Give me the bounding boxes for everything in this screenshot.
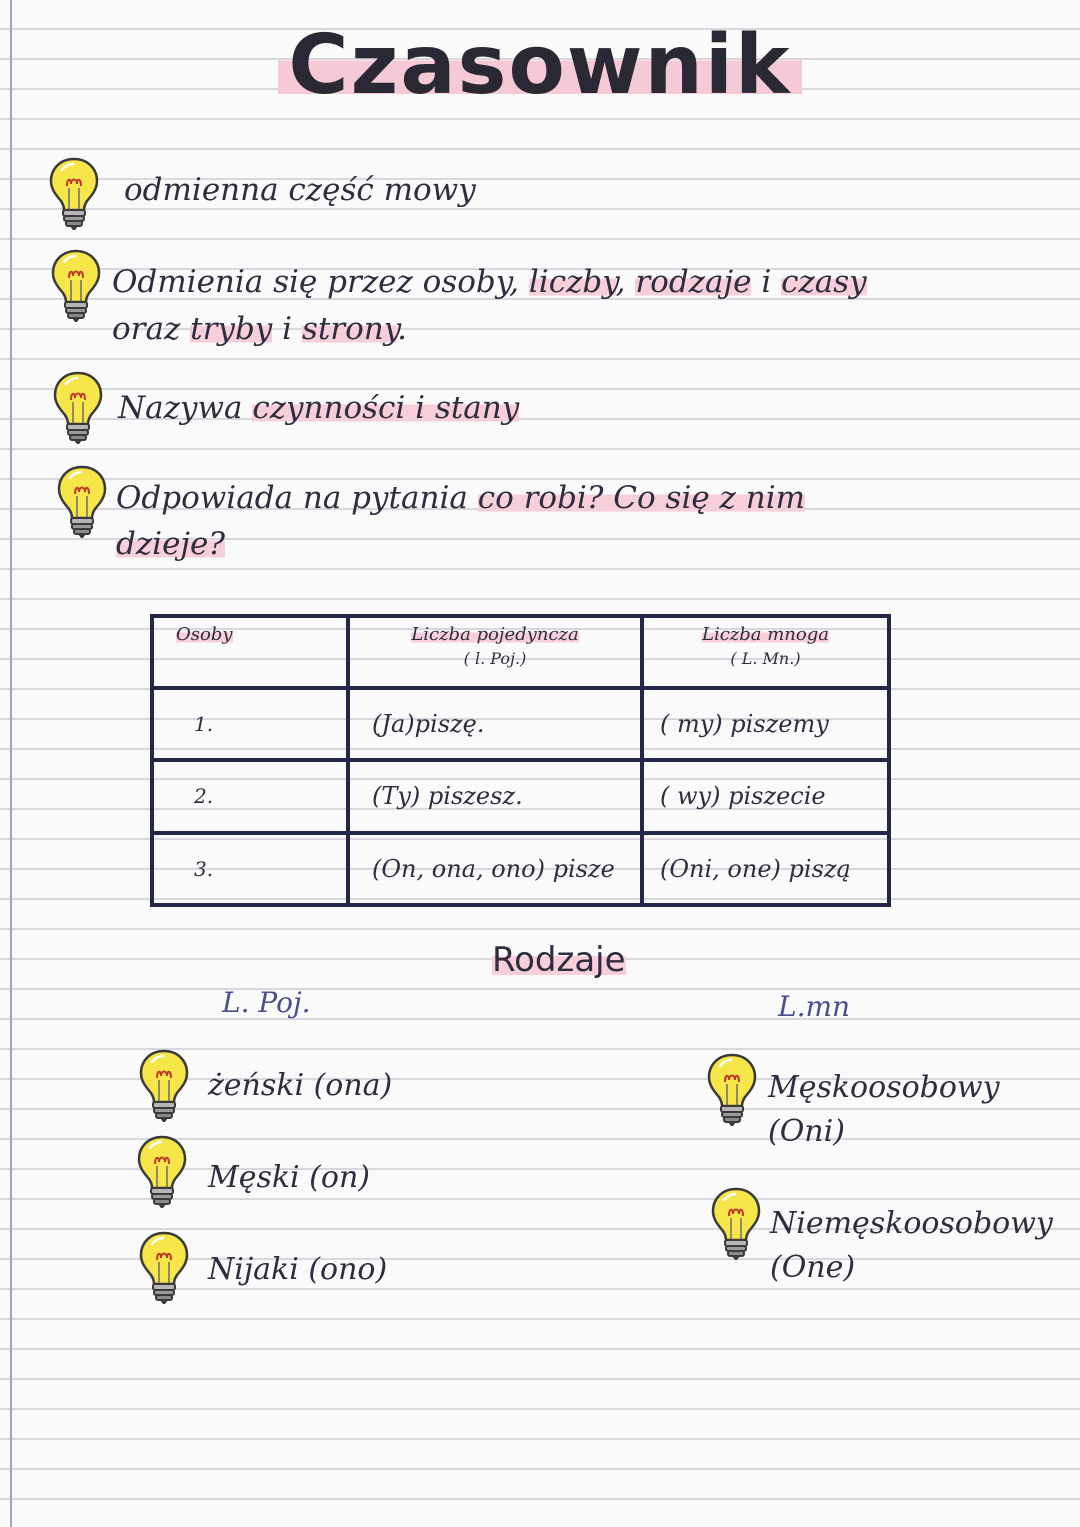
- bullet-2-line-1: Odmienia się przez osoby, liczby, rodzaje i czasy: [112, 264, 867, 300]
- lightbulb-icon: [136, 1134, 188, 1210]
- gender-zenski: żeński (ona): [208, 1068, 393, 1103]
- table-cell: 3.: [152, 833, 348, 905]
- table-cell: (Ty) piszesz.: [348, 760, 642, 832]
- header-osoby: Osoby: [152, 616, 348, 688]
- table-row: [152, 760, 889, 832]
- lightbulb-icon: [48, 156, 100, 232]
- bullet-2-line-2: oraz tryby i strony.: [112, 311, 408, 347]
- margin-line: [10, 0, 12, 1527]
- lightbulb-icon: [710, 1186, 762, 1262]
- rodzaje-heading: Rodzaje: [492, 940, 626, 980]
- left-label: L. Poj.: [222, 986, 311, 1019]
- header-liczba-pojedyncza: Liczba pojedyncza ( l. Poj.): [348, 616, 642, 688]
- bullet-1-line-1: odmienna część mowy: [124, 172, 476, 208]
- table-cell: (On, ona, ono) pisze: [348, 833, 642, 905]
- lightbulb-icon: [138, 1230, 190, 1306]
- table-cell: 2.: [152, 760, 348, 832]
- lightbulb-icon: [706, 1052, 758, 1128]
- gender-niemeskoosobowy: Niemęskoosobowy (One): [770, 1206, 1053, 1285]
- bullet-3-line-1: Nazywa czynności i stany: [118, 390, 520, 426]
- lightbulb-icon: [50, 248, 102, 324]
- gender-nijaki: Nijaki (ono): [208, 1252, 388, 1287]
- gender-meski: Męski (on): [208, 1160, 370, 1195]
- right-label: L.mn: [778, 990, 851, 1023]
- gender-meskoosobowy: Męskoosobowy (Oni): [768, 1070, 1000, 1149]
- bullet-4-line-1: Odpowiada na pytania co robi? Co się z nim: [116, 480, 806, 516]
- table-header-row: [152, 616, 889, 688]
- page-title: Czasownik: [0, 18, 1080, 113]
- conjugation-table: [150, 614, 891, 907]
- table-cell: (Oni, one) piszą: [642, 833, 889, 905]
- table-cell: 1.: [152, 688, 348, 760]
- lightbulb-icon: [138, 1048, 190, 1124]
- table-row: [152, 833, 889, 905]
- header-liczba-mnoga: Liczba mnoga ( L. Mn.): [642, 616, 889, 688]
- bullet-4-line-2: dzieje?: [116, 526, 226, 562]
- lightbulb-icon: [56, 464, 108, 540]
- table-cell: (Ja)piszę.: [348, 688, 642, 760]
- lightbulb-icon: [52, 370, 104, 446]
- table-row: [152, 688, 889, 760]
- table-cell: ( my) piszemy: [642, 688, 889, 760]
- table-cell: ( wy) piszecie: [642, 760, 889, 832]
